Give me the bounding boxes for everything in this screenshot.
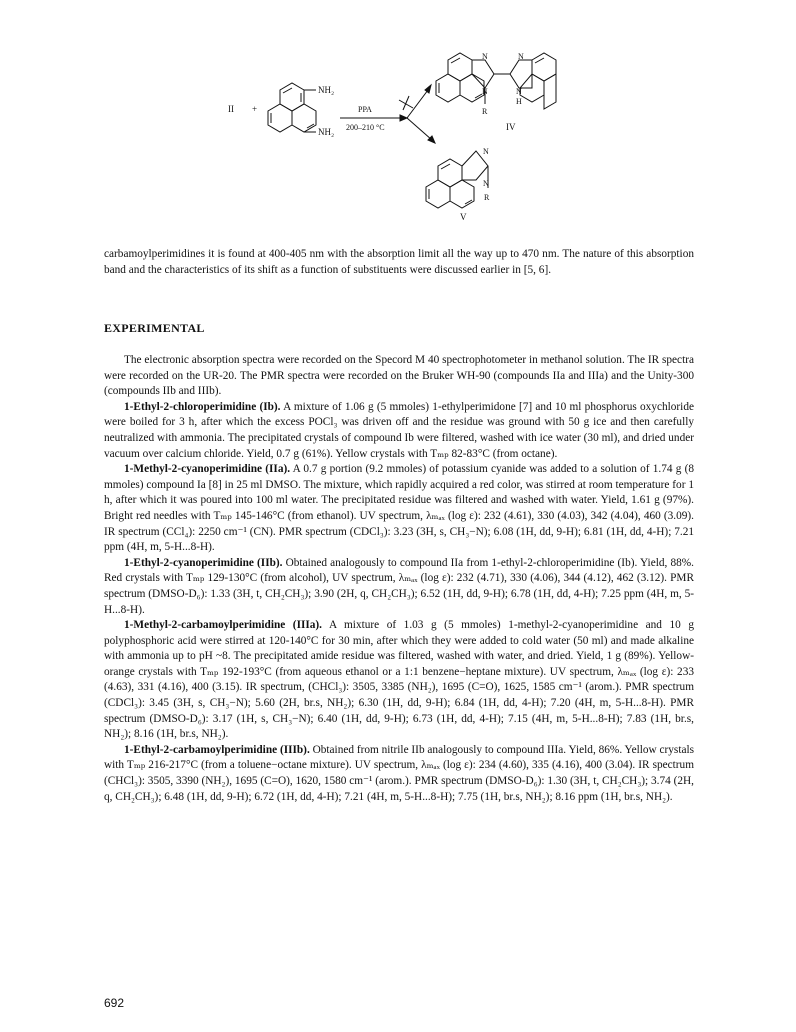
- compound-title: 1-Methyl-2-carbamoylperimidine (IIIa).: [124, 619, 322, 632]
- v-r-label: R: [484, 193, 490, 202]
- paragraph-methods: [104, 353, 694, 400]
- experimental-section: [104, 353, 694, 805]
- iv-atom-n4: N: [516, 87, 522, 96]
- paragraph-text: Obtained analogously to compound IIa from 1-ethyl-2-chloroperimidine (Ib). Yield, 88%. Red crystals with Tₘₚ 129-130°C (from alcohol), UV spectrum, λₘₐₓ (log ε): 232 (4.71), 330 (4.06), 344 (4.12), 462 (3.12). PMR spectrum (DMSO-D₆): 1.33 (3H, t, CH₂CH₃); 3.90 (2H, q, CH₂CH₃); 6.52 (1H, dd, 9-H); 6.78 (1H, dd, 4-H); 7.25 ppm (4H, m, 5-H...8-H).: [104, 556, 694, 616]
- intro-paragraph: [104, 247, 694, 278]
- iv-compound-label: IV: [506, 122, 516, 132]
- paragraph-text: A 0.7 g portion (9.2 mmoles) of potassium cyanide was added to a solution of 1.74 g (8 mmoles) compound Ia [8] in 25 ml DMSO. The mixture, which rapidly acquired a red color, was stirred at room temperature for 1 h, after which it was poured into 100 ml water. The precipitated residue was filtered and washed with water. Yield, 1.61 g (97%). Bright red needles with Tₘₚ 145-146°C (from ethanol). UV spectrum, λₘₐₓ (log ε): 232 (4.61), 330 (4.03), 342 (4.04), 460 (3.09). IR spectrum (CCl₄): 2250 cm⁻¹ (CN). PMR spectrum (CDCl₃): 3.23 (3H, s, CH₃−N); 6.08 (1H, dd, 9-H); 6.81 (1H, dd, 4-H); 7.21 ppm (4H, m, 5-H...8-H).: [104, 463, 694, 554]
- naphthalene-diamine-structure: [268, 83, 316, 132]
- v-compound-label: V: [460, 212, 467, 222]
- product-iv-structure: [436, 53, 556, 109]
- section-heading: EXPERIMENTAL: [104, 321, 205, 335]
- paragraph-compound-iib: [104, 556, 694, 618]
- plus-sign: +: [252, 104, 258, 114]
- product-v-structure: [426, 151, 488, 208]
- iv-h-label: H: [516, 97, 522, 106]
- intro-text: carbamoylperimidines it is found at 400-405 nm with the absorption limit all the way up to 470 nm. The nature of this absorption band and the characteristics of its shift as a function of substituents were discussed earlier in [5, 6].: [104, 248, 694, 276]
- reactant-label: II: [228, 104, 234, 114]
- iv-atom-n3: N: [518, 52, 524, 61]
- compound-title: 1-Ethyl-2-chloroperimidine (Ib).: [124, 400, 281, 413]
- paragraph-text: A mixture of 1.06 g (5 mmoles) 1-ethylperimidone [7] and 10 ml phosphorus oxychloride were boiled for 3 h, after which the excess POCl₃ was driven off and the residue was ground with 50 g ice and then carefully neutralized with ammonia. The precipitated crystals of compound Ib were filtered, washed with ice water (30 ml), and dried under vacuum over calcium chloride. Yield, 0.7 g (61%). Yellow crystals with Tₘₚ 82-83°C (from octane).: [104, 400, 694, 460]
- paragraph-compound-iiib: [104, 743, 694, 805]
- paragraph-text: The electronic absorption spectra were recorded on the Specord M 40 spectrophotometer in methanol solution. The IR spectra were recorded on the UR-20. The PMR spectra were recorded on the Bruker WH-90 (compounds IIa and IIIa) and the Unity-300 (compounds IIb and IIIb).: [104, 354, 694, 398]
- nh2-bottom-label: NH₂: [318, 127, 335, 137]
- compound-title: 1-Ethyl-2-carbamoylperimidine (IIIb).: [124, 743, 310, 756]
- v-atom-n2: N: [483, 179, 489, 188]
- compound-title: 1-Methyl-2-cyanoperimidine (IIa).: [124, 463, 291, 476]
- conditions-label: 200–210 °C: [346, 123, 385, 132]
- paragraph-compound-iia: [104, 462, 694, 556]
- v-atom-n1: N: [483, 147, 489, 156]
- paragraph-compound-iiia: [104, 618, 694, 743]
- page-number: 692: [104, 996, 125, 1010]
- iv-atom-n2: N: [482, 87, 488, 96]
- reaction-scheme: [200, 38, 560, 223]
- paragraph-text: A mixture of 1.03 g (5 mmoles) 1-methyl-2-cyanoperimidine and 10 g polyphosphoric acid were stirred at 120-140°C for 30 min, after which they were added to cold water (50 ml) and made alkaline with ammonia up to pH ~8. The precipitated amide residue was filtered, washed with water, and dried. Yield, 1 g (89%). Yellow-orange crystals with Tₘₚ 192-193°C (from aqueous ethanol or a 1:1 benzene−heptane mixture). UV spectrum, λₘₐₓ (log ε): 233 (4.63), 331 (4.16), 400 (3.15). IR spectrum, (CHCl₃): 3505, 3385 (NH₂), 1695 (C=O), 1625, 1585 cm⁻¹ (arom.). PMR spectrum (CDCl₃): 3.45 (3H, s, CH₃−N); 5.60 (2H, br.s, NH₂); 6.30 (1H, dd, 9-H); 6.84 (1H, dd, 4-H); 7.20 (4H, m, 5-H...8-H). PMR spectrum (DMSO-D₆): 3.17 (1H, s, CH₃−N); 6.40 (1H, dd, 9-H); 6.73 (1H, dd, 4-H); 7.15 (4H, m, 5-H...8-H); 7.83 (1H, br.s, NH₂); 8.16 (1H, br.s, NH₂).: [104, 619, 694, 741]
- nh2-top-label: NH₂: [318, 85, 335, 95]
- iv-atom-n1: N: [482, 52, 488, 61]
- iv-r-label: R: [482, 107, 488, 116]
- compound-title: 1-Ethyl-2-cyanoperimidine (IIb).: [124, 556, 283, 569]
- reagent-label: PPA: [358, 105, 372, 114]
- paragraph-text: Obtained from nitrile IIb analogously to compound IIIa. Yield, 86%. Yellow crystals with Tₘₚ 216-217°C (from a toluene−octane mixture). UV spectrum, λₘₐₓ (log ε): 234 (4.60), 335 (4.16), 400 (3.04). IR spectrum (CHCl₃): 3505, 3390 (NH₂), 1695 (C=O), 1620, 1580 cm⁻¹ (arom.). PMR spectrum (DMSO-D₆): 1.30 (3H, t, CH₂CH₃); 3.74 (2H, q, CH₂CH₃); 6.48 (1H, dd, 9-H); 6.72 (1H, dd, 4-H); 7.21 (4H, m, 5-H...8-H); 7.75 (1H, br.s, NH₂); 8.16 ppm (1H, br.s, NH₂).: [104, 743, 695, 803]
- paragraph-compound-ib: [104, 400, 694, 462]
